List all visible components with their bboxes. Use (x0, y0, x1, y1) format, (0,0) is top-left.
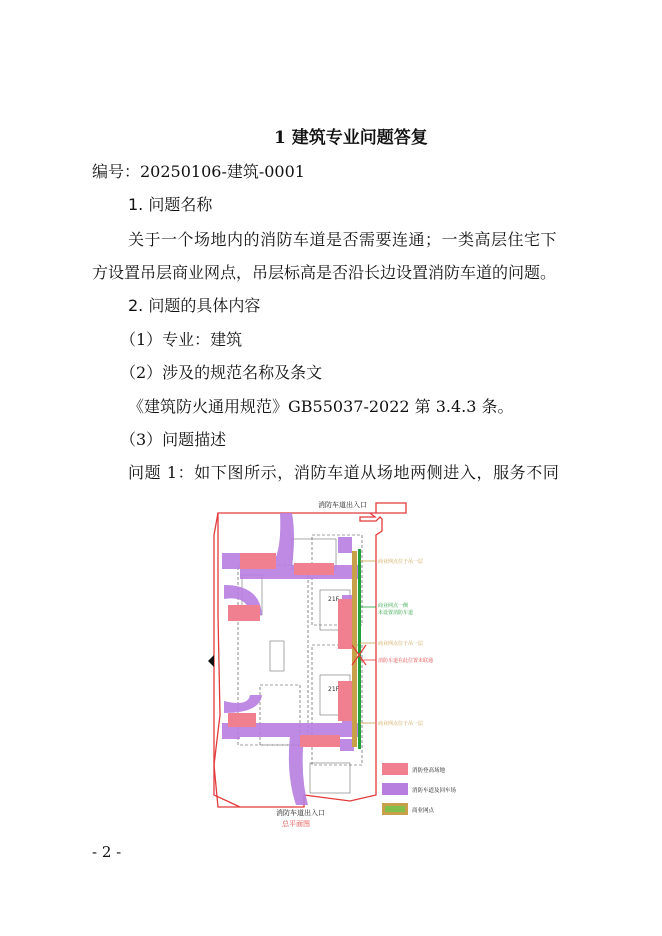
note-green-1: 商业网点一侧 (378, 603, 409, 609)
section-heading: 1 建筑专业问题答复 (274, 128, 428, 148)
bottom-entrance-label: 消防车道出入口 (276, 809, 325, 817)
item-2-reference: 《建筑防火通用规范》GB55037-2022 第 3.4.3 条。 (128, 397, 514, 416)
section-1-title: 1. 问题名称 (128, 195, 213, 214)
green-edge-line (358, 549, 361, 749)
floors-label-b: 21F (328, 686, 340, 693)
item-1: （1）专业：建筑 (120, 330, 243, 349)
note-commercial-3: 商业网点位于吊一层 (378, 721, 424, 727)
legend (382, 763, 457, 815)
page-number: - 2 - (92, 843, 122, 861)
legend-label-lane: 消防车道及回车场 (412, 788, 457, 794)
note-green-2: 未设置消防车道 (378, 610, 414, 616)
legend-label-climbing: 消防登高场地 (412, 768, 446, 774)
paragraph-1-line-1: 关于一个场地内的消防车道是否需要连通；一类高层住宅下 (128, 230, 558, 249)
note-red: 消防车道在此位置未联通 (378, 658, 434, 664)
note-commercial-1: 商业网点位于吊一层 (378, 559, 424, 565)
item-3: （3）问题描述 (120, 430, 227, 449)
paragraph-1-line-2: 方设置吊层商业网点，吊层标高是否沿长边设置消防车道的问题。 (92, 263, 557, 282)
problem-1-text: 问题 1：如下图所示，消防车道从场地两侧进入，服务不同 (128, 463, 560, 482)
section-2-title: 2. 问题的具体内容 (128, 296, 261, 315)
site-plan-figure (200, 495, 464, 832)
item-2: （2）涉及的规范名称及条文 (120, 363, 323, 382)
floors-label-a: 21F (328, 596, 340, 603)
legend-label-commercial: 商业网点 (412, 808, 435, 814)
site-boundary (214, 503, 409, 807)
top-entrance-label: 消防车道出入口 (318, 501, 367, 509)
document-number: 编号：20250106-建筑-0001 (92, 162, 305, 181)
figure-caption: 总平面图 (282, 820, 310, 828)
legend-swatch-climbing (382, 763, 408, 775)
legend-swatch-lane (382, 783, 408, 795)
note-commercial-2: 商业网点位于吊一层 (378, 641, 424, 647)
